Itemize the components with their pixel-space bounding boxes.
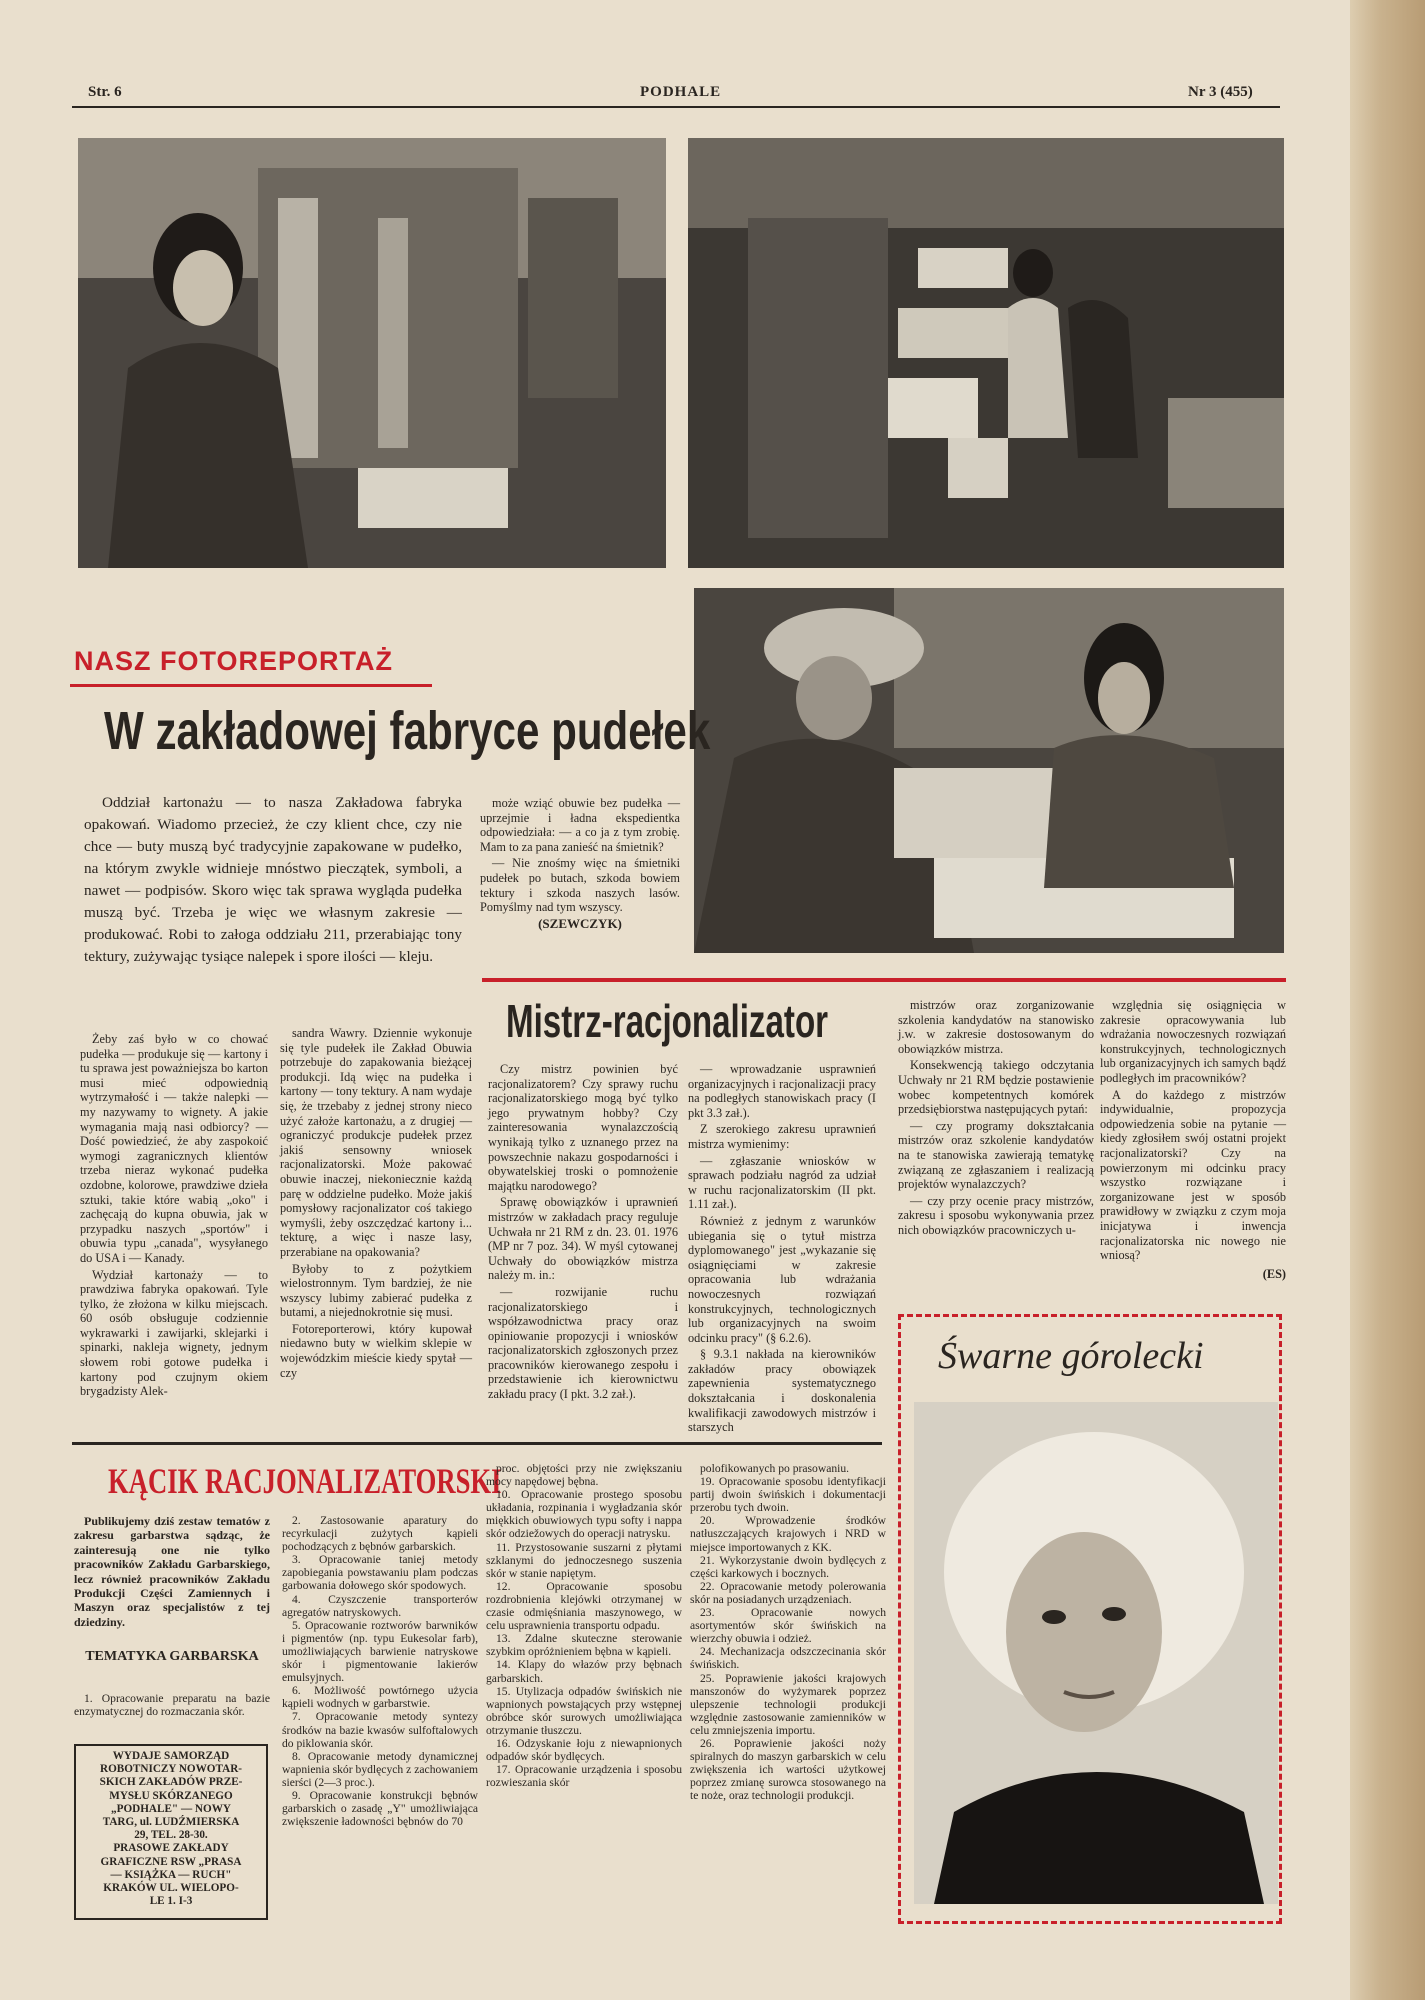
list-item: 5. Opracowanie roztworów barwników i pigmentów (np. typu Eukesolar farb), umożliwiających barwienie natryskowe skór i pigmentowanie lakierów emulsyjnych. <box>282 1618 478 1685</box>
list-item: 10. Opracowanie prostego sposobu układania, rozpinania i wygładzania skór miękkich obuwiowych typu softy i nappa skór odziežowych do operacji natrysku. <box>486 1488 682 1541</box>
paragraph: — rozwijanie ruchu racjonalizatorskiego i współzawodnictwa pracy oraz opiniowanie propozycji i wniosków racjonalizatorskich zgłoszonych przez pracowników kierowanego zespołu i przedstawienie ich kierownictwu zakładu pracy (I pkt. 3.2 zał.). <box>488 1284 678 1402</box>
paragraph: — czy programy dokształcania mistrzów oraz szkolenie kandydatów na te stanowiska zawierają tematykę związaną ze zgłaszaniem i realizacją projektów wynalazczych? <box>898 1118 1094 1192</box>
lead-paragraph: Oddział kartonażu — to nasza Zakładowa fabryka opakowań. Wiadomo przecież, że czy klient chce, czy nie chce — buty muszą być tradycyjnie zapakowane w pudełko, na którym zwykle widnieje mnóstwo pieczątek, symboli, a nawet — podpisów. Skoro więc tak sprawa wygląda pudełka muszą być. Trzeba je więc we własnym zakresie — produkować. Robi to załoga oddziału 211, przerabiając tony tektury, zużywając tysiące nalepek i spore ilości — kleju. <box>84 794 462 965</box>
paragraph: Również z jednym z warunków ubiegania się o tytuł mistrza dyplomowanego" jest „wykazanie się osiągnięciami w zakresie opracowania lub wdrażania nowoczesnych rozwiązań konstrukcyjnych, technologicznych lub organizacyjnych na swoim odcinku pracy" (§ 6.2.6). <box>688 1213 876 1345</box>
paragraph: Fotoreporterowi, który kupował niedawno buty w wielkim sklepie w wojewódzkim mieście kiedy spytał — czy <box>280 1321 472 1380</box>
publisher-line: SKICH ZAKŁADÓW PRZE- <box>99 1776 243 1789</box>
publisher-line: LE 1. I-3 <box>149 1895 193 1908</box>
paragraph: względnia się osiągnięcia w zakresie opracowywania lub wdrażania nowoczesnych rozwiązań konstrukcyjnych, technologicznych lub organizacyjnych ich samych bądź podległych im pracowników? <box>1100 998 1286 1085</box>
list-item: 4. Czyszczenie transporterów agregatów natryskowych. <box>282 1592 478 1619</box>
list-item: 2. Zastosowanie aparatury do recyrkulacji zużytych kąpieli pochodzących z bębnów garbarskich. <box>282 1514 478 1554</box>
list-item: polofikowanych po prasowaniu. <box>700 1462 850 1475</box>
list-item: 24. Mechanizacja odszczecinania skór świńskich. <box>690 1645 886 1672</box>
publisher-line: KRAKÓW UL. WIELOPO- <box>103 1882 239 1895</box>
paragraph: — czy przy ocenie pracy mistrzów, zakresu i sposobu wykonywania przez nich obowiązków pracowniczych u- <box>898 1193 1094 1237</box>
list-item: 13. Zdalne skuteczne sterowanie szybkim opróżnieniem bębna w kąpieli. <box>486 1632 682 1659</box>
mistrz-signature: (ES) <box>1262 1266 1286 1281</box>
paragraph: — wprowadzanie usprawnień organizacyjnych i racjonalizacji pracy na podległych stanowiskach pracy (I pkt 3.3 zał.). <box>688 1062 876 1120</box>
list-item: 25. Poprawienie jakości krajowych manszonów do wyżymarek poprzez ulepszenie technologii produkcji względnie zastosowanie zamienników w celu zmniejszenia importu. <box>690 1671 886 1737</box>
article-title: W zakładowej fabryce pudełek <box>104 701 711 761</box>
list-item: 19. Opracowanie sposobu identyfikacji partij dwoin świńskich i dokumentacji przerobu tych dwoin. <box>690 1475 886 1515</box>
paragraph: Czy mistrz powinien być racjonalizatorem? Czy sprawy ruchu racjonalizatorskiego mogą być tylko jego prywatnym hobby? Czy zainteresowania wynalazczością wynikają tylko z uznanego przez na powszechnie nakazu gospodarności i obywatelskiej troski o pomnożenie majątku narodowego? <box>488 1062 678 1193</box>
list-item: 26. Poprawienie jakości noży spiralnych do maszyn garbarskich w celu zwiększenia ich wartości użytkowej poprzez zmianę surowca stosowanego na te noże, oraz technologii produkcji. <box>690 1736 886 1803</box>
header-rule <box>72 106 1280 108</box>
page-number: Str. 6 <box>88 84 122 100</box>
kacik-list-2 <box>282 1514 478 1828</box>
mistrz-top-rule <box>482 978 1286 982</box>
mistrz-column-2 <box>688 1062 876 1437</box>
stacking-boxes-photo <box>688 138 1284 568</box>
paragraph: § 9.3.1 nakłada na kierowników zakładów pracy obowiązek zapewnienia systematycznego dokształcania i doskonalenia kwalifikacji zawodowych mistrzów i starszych <box>688 1347 876 1435</box>
article-lead <box>84 792 462 968</box>
paragraph: sandra Wawry. Dziennie wykonuje się tyle pudełek ile Zakład Obuwia potrzebuje do zapakowania bieżącej produkcji. Idą więc na pudełka i kartony — tony tektury. A nam wydaje się, że trzebaby z jednej strony nieco użyć założe kartonażu, a z drugiej — ograniczyć produkcje pudełek przez jakiś sensowny wniosek racjonalizatorski. Może pakować obuwie inaczej, niekoniecznie każdą parę w oddzielne pudełko. Może jakiś pomysłowy racjonalizator coś takiego wymyśli, żeby oszczędzać kartony i... tekturę, a więc i nasze lasy, przerabiane na opakowania? <box>280 1026 472 1259</box>
list-item: 15. Utylizacja odpadów świńskich nie wapnionych powstających przy wstępnej obróbce skór surowych umożliwiająca otrzymanie tłuszczu. <box>486 1684 682 1737</box>
kacik-subhead: TEMATYKA GARBARSKA <box>85 1649 259 1664</box>
swarne-title: Śwarne górolecki <box>938 1335 1204 1377</box>
list-item: 14. Klapy do włazów przy bębnach garbarskich. <box>486 1658 682 1685</box>
list-item: proc. objętości przy nie zwiększaniu mocy napędowej bębna. <box>486 1462 682 1489</box>
paragraph: Z szerokiego zakresu uprawnień mistrza wymienimy: <box>688 1122 876 1151</box>
publisher-line: GRAFICZNE RSW „PRASA <box>100 1855 242 1868</box>
list-item: 8. Opracowanie metody dynamicznej wapnienia skór bydlęcych z zachowaniem sierści (2—3 proc.). <box>282 1749 478 1789</box>
paragraph: Sprawę obowiązków i uprawnień mistrzów w zakładach pracy reguluje Uchwała nr 21 RM z dn. 23. 01. 1976 (MP nr 7 poz. 34). W myśl cytowanej Uchwały do obowiązków mistrza należy m. in.: <box>488 1195 678 1283</box>
binding-edge <box>1350 0 1425 2000</box>
list-item: 23. Opracowanie nowych asortymentów skór świńskich na wierzchy obuwia i odzież. <box>690 1606 886 1646</box>
kacik-list-3 <box>486 1462 682 1789</box>
list-item: 1. Opracowanie preparatu na bazie enzymatycznej do rozmaczania skór. <box>74 1692 270 1719</box>
list-item: 6. Możliwość powtórnego użycia kąpieli wodnych w garbarstwie. <box>282 1684 478 1711</box>
publisher-line: 29, TEL. 28-30. <box>134 1829 208 1842</box>
list-item: 9. Opracowanie konstrukcji bębnów garbarskich o zasadę „Y" umożliwiająca zwiększenie ładowności bębnów do 70 <box>282 1788 478 1829</box>
mistrz-column-3 <box>898 998 1094 1240</box>
publisher-line: MYSŁU SKÓRZANEGO <box>109 1789 233 1802</box>
issue-number: Nr 3 (455) <box>1188 84 1253 100</box>
paper-name: PODHALE <box>640 84 722 100</box>
publisher-line: WYDAJE SAMORZĄD <box>112 1750 230 1762</box>
publisher-line: ROBOTNICZY NOWOTAR- <box>99 1763 243 1776</box>
kacik-top-rule <box>72 1442 882 1445</box>
paragraph: Wydział kartonaży — to prawdziwa fabryka opakowań. Tyle tylko, że złożona w kilku miejscach. 60 osób obsługuje codziennie wykrawarki i zawijarki, sklejarki i spinarki, nakleja wignety, jednym słowem robi gotowe pudełka i kartony pod czujnym okiem brygadzisty Alek- <box>80 1267 268 1399</box>
kacik-intro: Publikujemy dziś zestaw tematów z zakresu garbarstwa sądząc, że zainteresują one nie tylko pracowników Zakładu Garbarskiego, lecz również pracowników Zakładu Produkcji Części Zamiennych i Maszyn oraz specjalistów z tej dziedziny. <box>74 1514 270 1629</box>
side-column <box>480 796 680 931</box>
paragraph: — Nie znośmy więc na śmietniki pudełek po butach, szkoda bowiem tektury i szkoda naszych lasów. Pomyślmy nad tym wszyscy. <box>480 856 680 915</box>
publisher-line: PRASOWE ZAKŁADY <box>113 1842 229 1855</box>
publisher-box <box>74 1744 268 1920</box>
list-item: 22. Opracowanie metody polerowania skór na posiadanych urządzeniach. <box>690 1579 886 1606</box>
paragraph: Żeby zaś było w co chować pudełka — produkuje się — kartony i tu sprawa jest poważniejsza bo karton musi mieć odpowiednią wytrzymałość i — także nalepki — my nazywamy to wignety. A jakie wymagania mają nasi odbiorcy? — Dość powiedzieć, że aby zaspokoić wymogi zagranicznych klientów trzeba nieraz wykonać pudełka ozdobne, kolorowe, prawdziwe dzieła sztuki, takie które wabią „oko" i zachęcają do kupna obuwia, jak w przypadku naszych „sportów" i obuwia typu „canada", wysyłanego do USA i — Kanady. <box>80 1032 268 1265</box>
list-item: 12. Opracowanie sposobu rozdrobnienia klejówki otrzymanej w czasie odmięśniania maszynowego, w celu usprawnienia transportu odpadu. <box>486 1579 682 1633</box>
mistrz-title: Mistrz-racjonalizator <box>506 995 829 1047</box>
portrait-young-woman-photo <box>914 1402 1278 1904</box>
kacik-list-1 <box>74 1692 270 1718</box>
list-item: 21. Wykorzystanie dwoin bydlęcych z części karkowych i bocznych. <box>690 1553 886 1580</box>
publisher-line: — KSIĄŻKA — RUCH" <box>110 1868 232 1881</box>
two-women-folding-boxes-photo <box>694 588 1284 953</box>
list-item: 3. Opracowanie taniej metody zapobiegania powstawaniu plam podczas garbowania dołowego skór spodowych. <box>282 1553 478 1593</box>
mistrz-column-4 <box>1100 998 1286 1281</box>
worker-at-machine-photo <box>78 138 666 568</box>
list-item: 11. Przystosowanie suszarni z płytami szklanymi do jednoczesnego suszenia skór w stanie napiętym. <box>486 1540 682 1580</box>
kacik-title: KĄCIK RACJONALIZATORSKI <box>108 1461 502 1501</box>
kacik-list-4 <box>690 1462 886 1802</box>
paragraph: Byłoby to z pożytkiem wielostronnym. Tym bardziej, że nie wszyscy lubimy zabierać pudełka z butami, a niejednokrotnie się musi. <box>280 1261 472 1320</box>
section-kicker: NASZ FOTOREPORTAŻ <box>74 646 393 676</box>
publisher-line: TARG, ul. LUDŹMIERSKA <box>102 1816 240 1829</box>
kicker-rule <box>70 684 432 687</box>
paragraph: może wziąć obuwie bez pudełka — uprzejmie i ładna ekspedientka odpowiedziała: — a co ja z tym zrobię. Mam to za pana zanieść na śmietnik? <box>480 796 680 854</box>
paragraph: Konsekwencją takiego odczytania Uchwały nr 21 RM będzie postawienie wobec kompetentnych komórek przedsiębiorstwa następujących pytań: <box>898 1058 1094 1117</box>
list-item: 20. Wprowadzenie środków natłuszczających krajowych i NRD w miejsce importowanych z KK. <box>690 1514 886 1554</box>
body-column-1 <box>80 1032 268 1401</box>
list-item: 16. Odzyskanie łoju z niewapnionych odpadów skór bydlęcych. <box>486 1736 682 1764</box>
paragraph: A do każdego z mistrzów indywidualnie, propozycja odpowiedzenia sobie na pytanie — kiedy zgłosiłem swój ostatni projekt racjonalizatorski? Czy na powierzonym mi odcinku pracy wszystko rozwiązane i zorganizowane jest w sposób prawidłowy w związku z czym moja inicjatywa i inwencja racjonalizatorska nic nowego nie wniosą? <box>1100 1087 1286 1263</box>
list-item: 7. Opracowanie metody syntezy środków na bazie kwasów sulfoftalowych do piklowania skór. <box>282 1710 478 1750</box>
mistrz-column-1 <box>488 1062 678 1404</box>
publisher-line: „PODHALE" — NOWY <box>111 1802 231 1815</box>
paragraph: mistrzów oraz zorganizowanie szkolenia kandydatów na stanowisko j.w. w zakresie dostosowanym do obowiązków mistrza. <box>898 998 1094 1056</box>
list-item: 17. Opracowanie urządzenia i sposobu rozwieszania skór <box>486 1763 682 1790</box>
body-column-2 <box>280 1026 472 1382</box>
article-signature: (SZEWCZYK) <box>538 915 622 931</box>
paragraph: — zgłaszanie wniosków w sprawach podziału nagród za udział w ruchu racjonalizatorskim (II pkt. 1.11 zał.). <box>688 1153 876 1212</box>
